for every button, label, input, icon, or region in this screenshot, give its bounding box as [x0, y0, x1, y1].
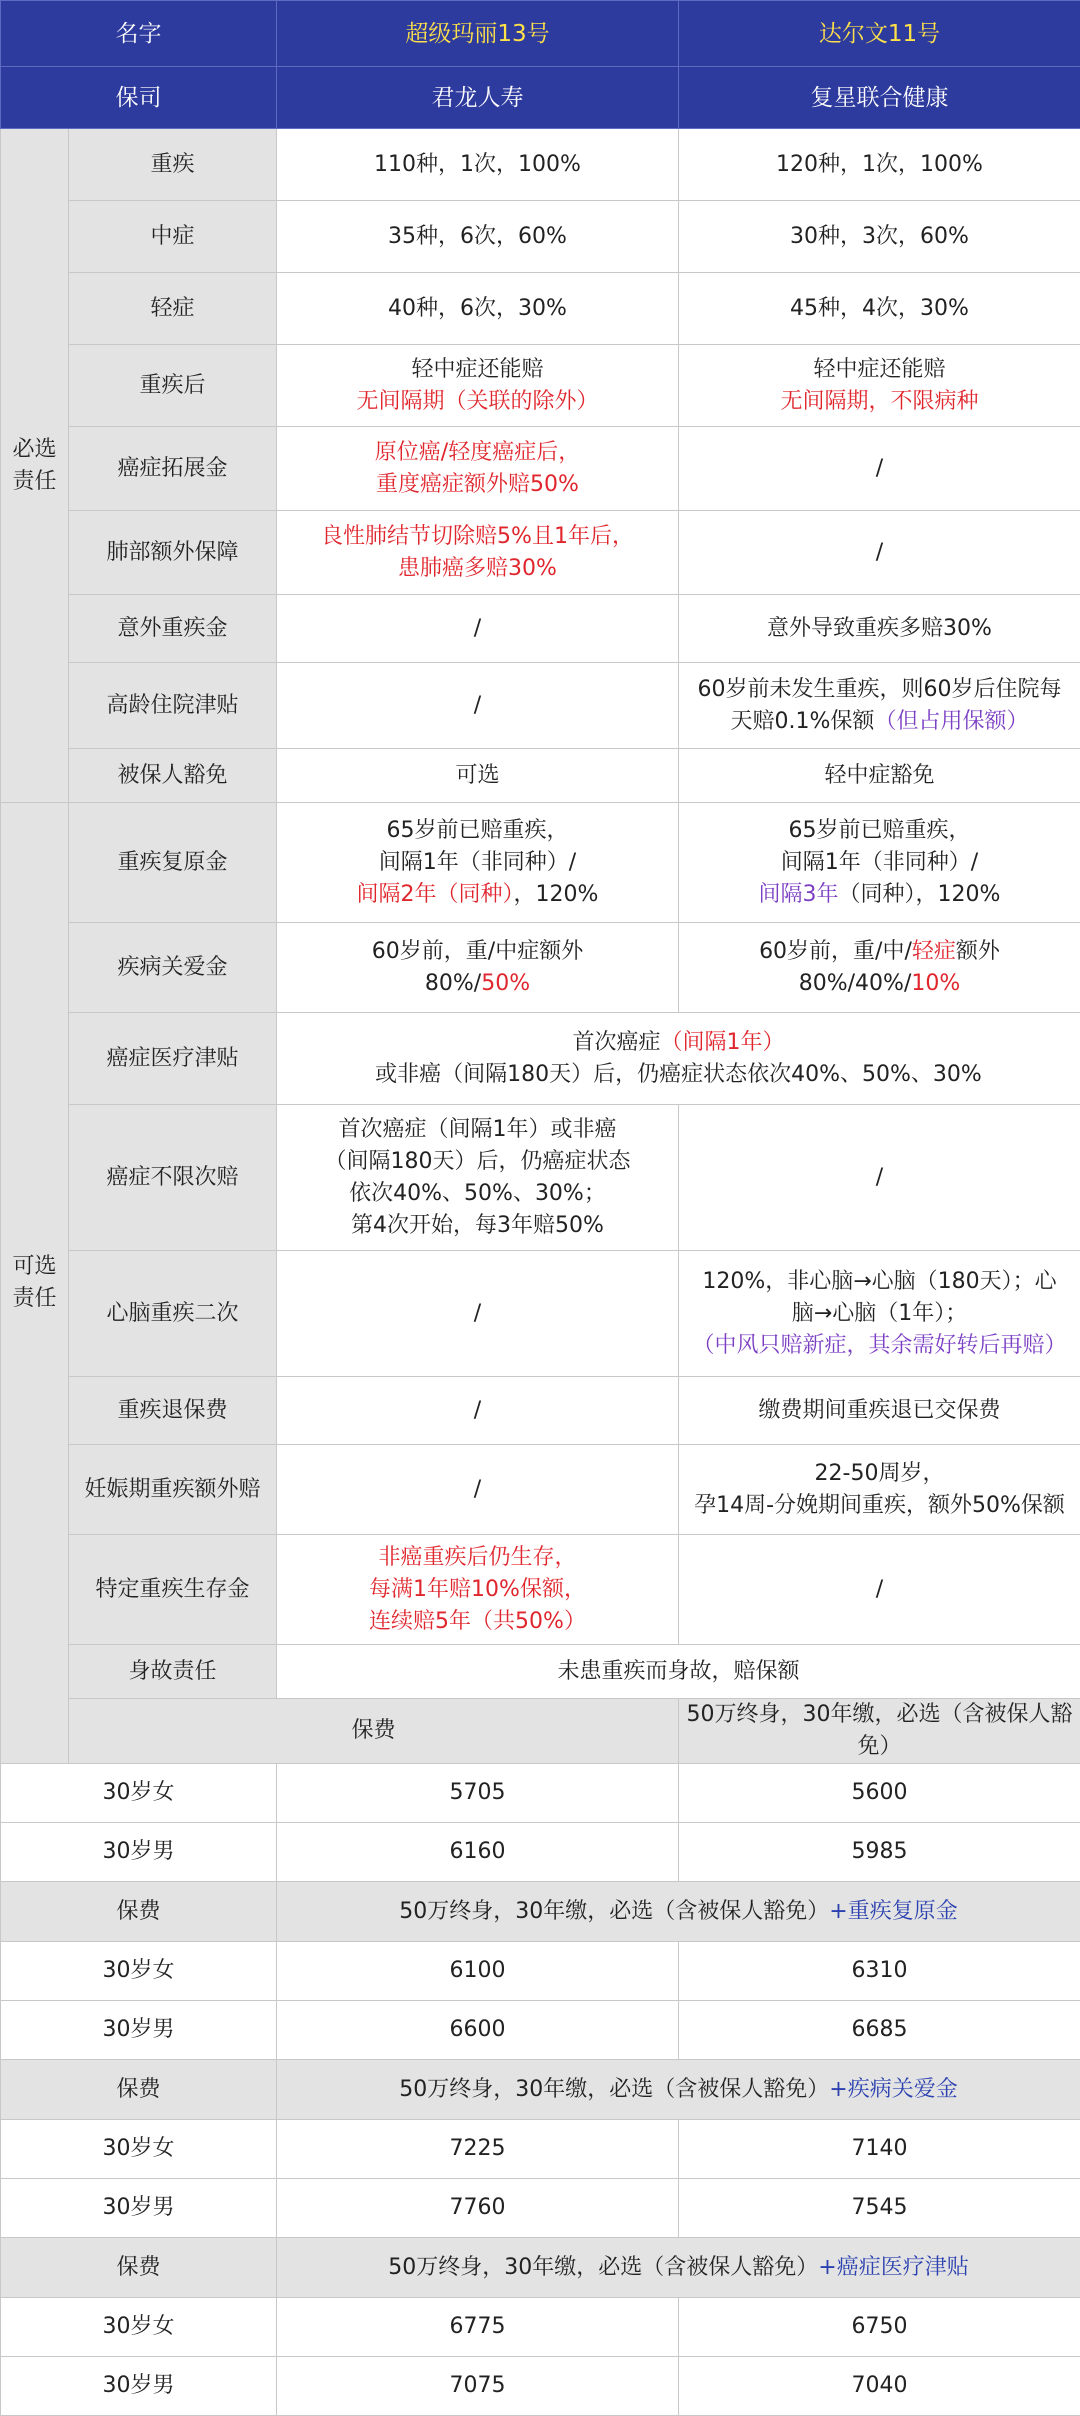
row-label: 重疾: [69, 129, 277, 201]
insurer-b: 复星联合健康: [679, 67, 1080, 129]
cell-b: 60岁前，重/中/轻症额外 80%/40%/10%: [679, 923, 1080, 1013]
price-b: 5985: [679, 1823, 1080, 1882]
row-label: 高龄住院津贴: [69, 663, 277, 749]
price-a: 6100: [277, 1942, 679, 2001]
age-female-label: 30岁女: [1, 1942, 277, 2001]
price-a: 7225: [277, 2120, 679, 2179]
premium-female-row: [1, 1942, 1080, 2001]
premium-desc: 50万终身，30年缴，必选（含被保人豁免）+癌症医疗津贴: [277, 2238, 1080, 2298]
premium-male-row: [1, 2357, 1080, 2416]
row-waiver: [1, 749, 1080, 803]
row-label: 身故责任: [69, 1645, 277, 1699]
row-label: 重疾复原金: [69, 803, 277, 923]
premium-male-row: [1, 1823, 1080, 1882]
cell-b: 意外导致重疾多赔30%: [679, 595, 1080, 663]
row-elder: [1, 663, 1080, 749]
price-b: 5600: [679, 1764, 1080, 1823]
insurer-a: 君龙人寿: [277, 67, 679, 129]
row-label: 疾病关爱金: [69, 923, 277, 1013]
cell-a: 40种，6次，30%: [277, 273, 679, 345]
cell-a: /: [277, 1251, 679, 1377]
price-b: 7040: [679, 2357, 1080, 2416]
cell-a: /: [277, 663, 679, 749]
row-label: 癌症拓展金: [69, 427, 277, 511]
price-b: 7545: [679, 2179, 1080, 2238]
premium-female-row: [1, 1764, 1080, 1823]
row-recovery: [1, 803, 1080, 923]
cell-b: /: [679, 511, 1080, 595]
row-label: 意外重疾金: [69, 595, 277, 663]
premium-header-row: [1, 1699, 1080, 1764]
cell-a: /: [277, 1377, 679, 1445]
header-name-row: [1, 1, 1080, 67]
price-a: 5705: [277, 1764, 679, 1823]
row-label: 被保人豁免: [69, 749, 277, 803]
premium-label: 保费: [69, 1699, 679, 1764]
cell-a: 65岁前已赔重疾， 间隔1年（非同种）/ 间隔2年（同种），120%: [277, 803, 679, 923]
premium-male-row: [1, 2001, 1080, 2060]
premium-desc: 50万终身，30年缴，必选（含被保人豁免）+重疾复原金: [277, 1882, 1080, 1942]
cell-a: 原位癌/轻度癌症后， 重度癌症额外赔50%: [277, 427, 679, 511]
row-pregnancy: [1, 1445, 1080, 1535]
age-female-label: 30岁女: [1, 1764, 277, 1823]
premium-desc: 50万终身，30年缴，必选（含被保人豁免）: [679, 1699, 1080, 1764]
row-label: 轻症: [69, 273, 277, 345]
product-b-name: 达尔文11号: [679, 1, 1080, 67]
cell-b: 缴费期间重疾退已交保费: [679, 1377, 1080, 1445]
price-b: 6750: [679, 2298, 1080, 2357]
price-b: 7140: [679, 2120, 1080, 2179]
cell-merged: 首次癌症（间隔1年） 或非癌（间隔180天）后，仍癌症状态依次40%、50%、30%: [277, 1013, 1080, 1105]
cell-b: 45种，4次，30%: [679, 273, 1080, 345]
row-label: 特定重疾生存金: [69, 1535, 277, 1645]
age-male-label: 30岁男: [1, 1823, 277, 1882]
cell-a: 非癌重疾后仍生存， 每满1年赔10%保额， 连续赔5年（共50%）: [277, 1535, 679, 1645]
premium-female-row: [1, 2120, 1080, 2179]
premium-header-row: [1, 2060, 1080, 2120]
premium-female-row: [1, 2298, 1080, 2357]
row-moderate: [1, 201, 1080, 273]
row-after-critical: [1, 345, 1080, 427]
row-survival: [1, 1535, 1080, 1645]
cell-b: 22-50周岁， 孕14周-分娩期间重疾，额外50%保额: [679, 1445, 1080, 1535]
cell-b: /: [679, 427, 1080, 511]
cell-b: 60岁前未发生重疾，则60岁后住院每 天赔0.1%保额（但占用保额）: [679, 663, 1080, 749]
cell-a: 110种，1次，100%: [277, 129, 679, 201]
row-death: [1, 1645, 1080, 1699]
premium-label: 保费: [1, 2238, 277, 2298]
price-b: 6685: [679, 2001, 1080, 2060]
insurer-label: 保司: [1, 67, 277, 129]
row-accident: [1, 595, 1080, 663]
row-label: 重疾后: [69, 345, 277, 427]
row-label: 妊娠期重疾额外赔: [69, 1445, 277, 1535]
cell-b: /: [679, 1535, 1080, 1645]
price-a: 6775: [277, 2298, 679, 2357]
cell-b: 30种，3次，60%: [679, 201, 1080, 273]
cell-a: /: [277, 595, 679, 663]
age-male-label: 30岁男: [1, 2357, 277, 2416]
premium-label: 保费: [1, 2060, 277, 2120]
price-a: 6160: [277, 1823, 679, 1882]
cell-a: 首次癌症（间隔1年）或非癌 （间隔180天）后，仍癌症状态 依次40%、50%、30%； 第4次开始，每3年赔50%: [277, 1105, 679, 1251]
row-label: 心脑重疾二次: [69, 1251, 277, 1377]
age-female-label: 30岁女: [1, 2120, 277, 2179]
age-female-label: 30岁女: [1, 2298, 277, 2357]
row-refund: [1, 1377, 1080, 1445]
premium-desc: 50万终身，30年缴，必选（含被保人豁免）+疾病关爱金: [277, 2060, 1080, 2120]
row-lung: [1, 511, 1080, 595]
cell-a: 良性肺结节切除赔5%且1年后， 患肺癌多赔30%: [277, 511, 679, 595]
price-a: 6600: [277, 2001, 679, 2060]
cell-b: 120种，1次，100%: [679, 129, 1080, 201]
premium-label: 保费: [1, 1882, 277, 1942]
price-b: 6310: [679, 1942, 1080, 2001]
cell-b: 120%，非心脑→心脑（180天）；心 脑→心脑（1年）； （中风只赔新症，其余需好转后再赔）: [679, 1251, 1080, 1377]
cell-b: 65岁前已赔重疾， 间隔1年（非同种）/ 间隔3年（同种），120%: [679, 803, 1080, 923]
row-mild: [1, 273, 1080, 345]
category-required: 必选 责任: [1, 129, 69, 803]
row-label: 肺部额外保障: [69, 511, 277, 595]
row-label: 癌症不限次赔: [69, 1105, 277, 1251]
row-cancer-ext: [1, 427, 1080, 511]
name-label: 名字: [1, 1, 277, 67]
cell-b: /: [679, 1105, 1080, 1251]
row-cancer-allowance: [1, 1013, 1080, 1105]
price-a: 7760: [277, 2179, 679, 2238]
age-male-label: 30岁男: [1, 2179, 277, 2238]
header-insurer-row: [1, 67, 1080, 129]
cell-a: 轻中症还能赔 无间隔期（关联的除外）: [277, 345, 679, 427]
row-cancer-unlimited: [1, 1105, 1080, 1251]
cell-a: 60岁前，重/中症额外 80%/50%: [277, 923, 679, 1013]
cell-a: 35种，6次，60%: [277, 201, 679, 273]
row-label: 重疾退保费: [69, 1377, 277, 1445]
cell-merged: 未患重疾而身故，赔保额: [277, 1645, 1080, 1699]
row-care: [1, 923, 1080, 1013]
age-male-label: 30岁男: [1, 2001, 277, 2060]
cell-b: 轻中症豁免: [679, 749, 1080, 803]
premium-header-row: [1, 1882, 1080, 1942]
cell-a: /: [277, 1445, 679, 1535]
row-critical: [1, 129, 1080, 201]
cell-a: 可选: [277, 749, 679, 803]
premium-header-row: [1, 2238, 1080, 2298]
product-a-name: 超级玛丽13号: [277, 1, 679, 67]
cell-b: 轻中症还能赔 无间隔期，不限病种: [679, 345, 1080, 427]
row-cardio: [1, 1251, 1080, 1377]
category-optional: 可选 责任: [1, 803, 69, 1764]
premium-male-row: [1, 2179, 1080, 2238]
row-label: 癌症医疗津贴: [69, 1013, 277, 1105]
price-a: 7075: [277, 2357, 679, 2416]
row-label: 中症: [69, 201, 277, 273]
